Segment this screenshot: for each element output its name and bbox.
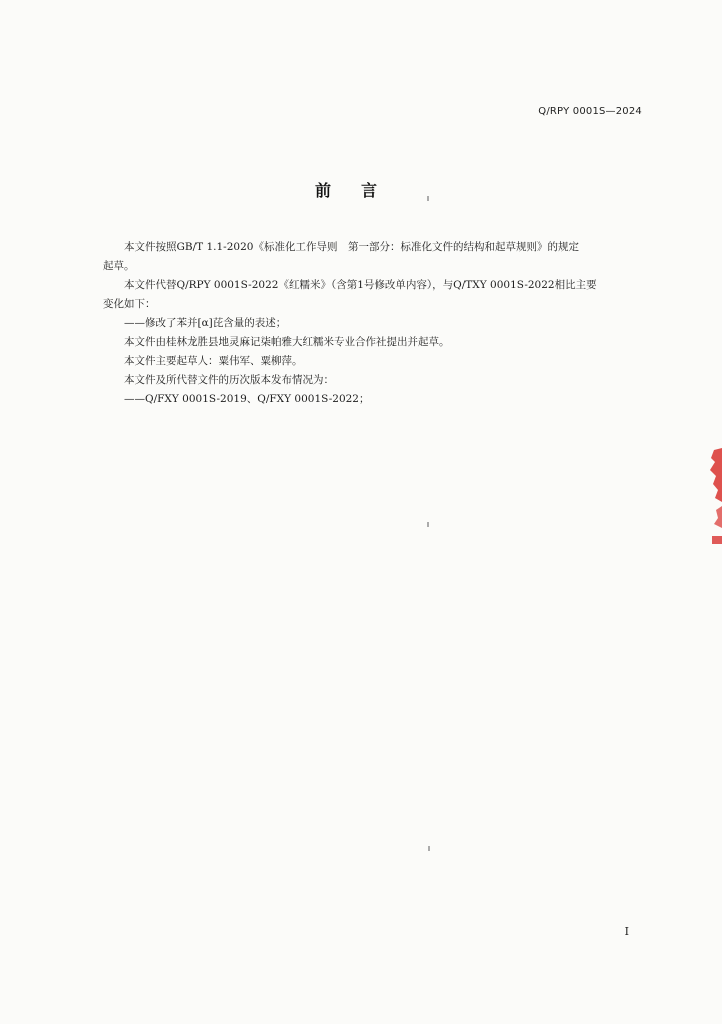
paragraph-proposer: 本文件由桂林龙胜县地灵麻记柒帕雅大红糯米专业合作社提出并起草。 <box>124 336 450 348</box>
seal-stamp-icon <box>706 440 722 570</box>
list-item-change: ——修改了苯并[α]芘含量的表述； <box>124 317 287 329</box>
scan-speck <box>428 846 430 851</box>
page-number: I <box>624 925 629 938</box>
scan-speck <box>427 196 429 201</box>
standard-number: Q/RPY 0001S—2024 <box>538 106 642 117</box>
list-item-history: ——Q/FXY 0001S-2019、Q/FXY 0001S-2022； <box>124 393 370 405</box>
paragraph-replacement: 本文件代替Q/RPY 0001S-2022《红糯米》（含第1号修改单内容），与Q/TXY 0001S-2022相比主要 <box>124 279 597 291</box>
paragraph-drafting-basis: 本文件按照GB/T 1.1-2020《标准化工作导则 第一部分：标准化文件的结构和起草规则》的规定 <box>124 241 579 253</box>
paragraph-drafting-basis-cont: 起草。 <box>103 260 135 272</box>
page-title: 前言 <box>314 181 407 200</box>
scan-speck <box>427 522 429 527</box>
paragraph-replacement-cont: 变化如下： <box>103 298 156 310</box>
paragraph-drafters: 本文件主要起草人：粟伟军、粟柳萍。 <box>124 355 303 367</box>
paragraph-history: 本文件及所代替文件的历次版本发布情况为： <box>124 374 334 386</box>
body-text <box>103 238 643 409</box>
